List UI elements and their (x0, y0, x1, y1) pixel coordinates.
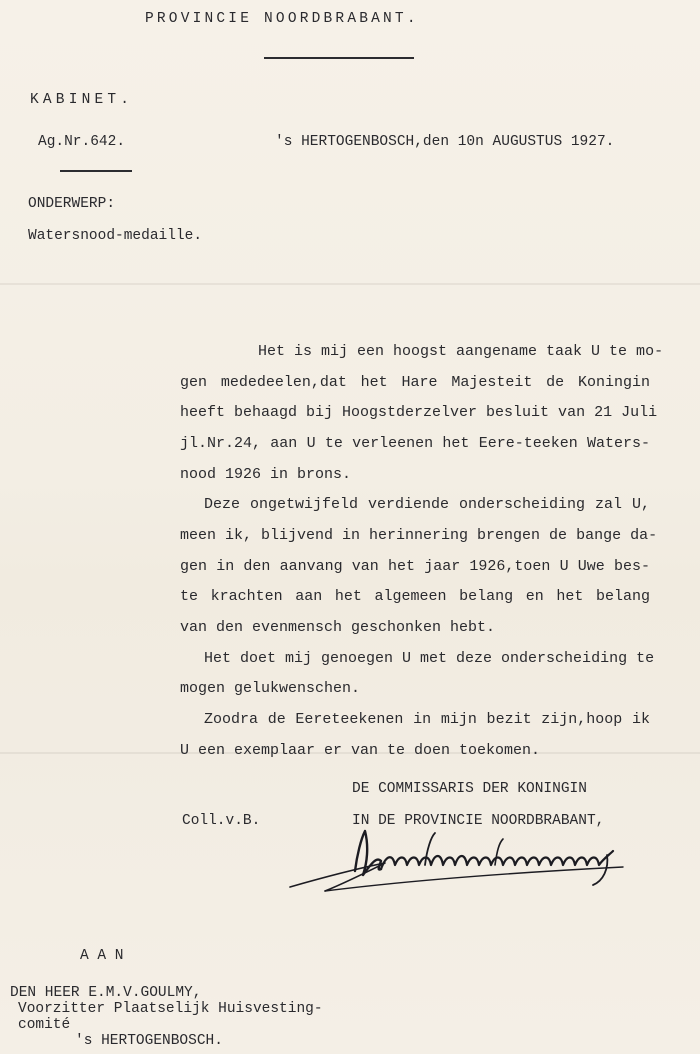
body-line: jl.Nr.24, aan U te verleenen het Eere-teeken Waters- (180, 435, 650, 452)
body-line: Deze ongetwijfeld verdiende onderscheiding zal U, (204, 496, 650, 513)
body-line: heeft behaagd bij Hoogstderzelver besluit van 21 Juli (180, 404, 658, 421)
initials: Coll.v.B. (182, 813, 261, 829)
addressee-line-2: Voorzitter Plaatselijk Huisvesting- (18, 1001, 323, 1017)
department-label: KABINET. (30, 92, 134, 108)
paper-fold (0, 283, 700, 285)
reference-number: Ag.Nr.642. (38, 134, 126, 150)
place-date: 's HERTOGENBOSCH,den 10n AUGUSTUS 1927. (275, 134, 615, 150)
body-line: gen in den aanvang van het jaar 1926,toen U Uwe bes- (180, 558, 650, 575)
body-line: nood 1926 in brons. (180, 466, 352, 483)
closing-line-1: DE COMMISSARIS DER KONINGIN (352, 781, 587, 797)
body-line: gen mededeelen,dat het Hare Majesteit de Koningin (180, 374, 650, 391)
body-line: van den evenmensch geschonken hebt. (180, 619, 496, 636)
handwritten-signature (285, 825, 630, 905)
addressee-line-4: 's HERTOGENBOSCH. (75, 1033, 223, 1049)
addressee-line-3: comité (18, 1017, 71, 1033)
body-line: Het is mij een hoogst aangename taak U te mo- (258, 343, 664, 360)
closing-line-2: IN DE PROVINCIE NOORDBRABANT, (352, 813, 605, 829)
subject-label: ONDERWERP: (28, 196, 116, 212)
letterhead-rule (264, 57, 414, 59)
reference-rule (60, 170, 132, 172)
body-line: meen ik, blijvend in herinnering brengen de bange da- (180, 527, 658, 544)
body-line: mogen gelukwenschen. (180, 680, 361, 697)
letterhead-title: PROVINCIE NOORDBRABANT. (145, 11, 419, 27)
body-line: Het doet mij genoegen U met deze onderscheiding te (204, 650, 655, 667)
addressee-label: A A N (80, 948, 124, 964)
body-line: U een exemplaar er van te doen toekomen. (180, 742, 541, 759)
addressee-line-1: DEN HEER E.M.V.GOULMY, (10, 985, 202, 1001)
body-line: Zoodra de Eereteekenen in mijn bezit zijn,hoop ik (204, 711, 650, 728)
body-line: te krachten aan het algemeen belang en het belang (180, 588, 650, 605)
subject-value: Watersnood-medaille. (28, 228, 203, 244)
